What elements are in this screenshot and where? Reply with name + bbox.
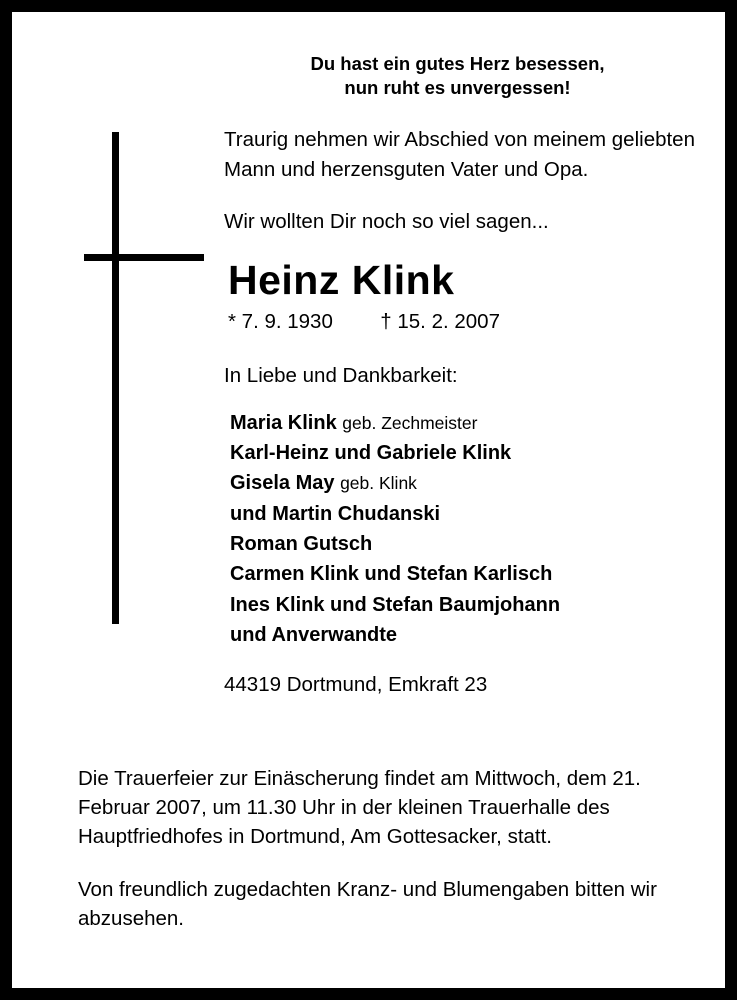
list-item xyxy=(230,438,703,468)
birth-date: * 7. 9. 1930 xyxy=(228,309,333,333)
life-dates xyxy=(228,310,703,334)
wish-text: Wir wollten Dir noch so viel sagen... xyxy=(224,209,549,233)
verse-block xyxy=(224,52,703,99)
address-text: 44319 Dortmund, Emkraft 23 xyxy=(224,672,488,696)
family-name: Karl-Heinz und Gabriele Klink xyxy=(230,441,512,464)
family-suffix: geb. Zechmeister xyxy=(342,412,478,433)
deceased-name: Heinz Klink xyxy=(228,256,455,303)
verse-line-1: Du hast ein gutes Herz besessen, xyxy=(310,53,605,74)
family-name: Ines Klink und Stefan Baumjohann xyxy=(230,593,561,616)
family-name: Maria Klink xyxy=(230,411,337,434)
family-name: und Martin Chudanski xyxy=(230,502,440,525)
gratitude-text: In Liebe und Dankbarkeit: xyxy=(224,363,458,387)
notice-frame xyxy=(10,10,727,990)
request-text: Von freundlich zugedachten Kranz- und Blumengaben bitten wir abzusehen. xyxy=(78,878,657,931)
family-name: Carmen Klink und Stefan Karlisch xyxy=(230,563,553,586)
family-list xyxy=(230,408,703,651)
family-suffix: geb. Klink xyxy=(340,473,417,494)
list-item xyxy=(230,468,703,498)
list-item xyxy=(230,499,703,529)
notice-footer xyxy=(34,764,703,958)
list-item xyxy=(230,408,703,438)
cross-vertical-bar xyxy=(112,132,119,624)
cross-icon xyxy=(84,132,204,632)
death-date: † 15. 2. 2007 xyxy=(380,309,500,333)
family-name: und Anverwandte xyxy=(230,624,398,647)
verse-line-2: nun ruht es unvergessen! xyxy=(344,76,571,98)
farewell-text: Traurig nehmen wir Abschied von meinem geliebten Mann und herzensguten Vater und Opa. xyxy=(224,128,695,182)
notice-content xyxy=(224,30,703,697)
family-name: Gisela May xyxy=(230,472,335,495)
list-item xyxy=(230,529,703,559)
family-name: Roman Gutsch xyxy=(230,533,373,556)
cross-horizontal-bar xyxy=(84,254,204,261)
list-item xyxy=(230,559,703,589)
list-item xyxy=(230,620,703,650)
list-item xyxy=(230,590,703,620)
ceremony-text: Die Trauerfeier zur Einäscherung findet am Mittwoch, dem 21. Februar 2007, um 11.30 Uhr in der kleinen Trauerhalle des Hauptfriedhofes in Dortmund, Am Gottesacker, statt. xyxy=(78,767,641,849)
